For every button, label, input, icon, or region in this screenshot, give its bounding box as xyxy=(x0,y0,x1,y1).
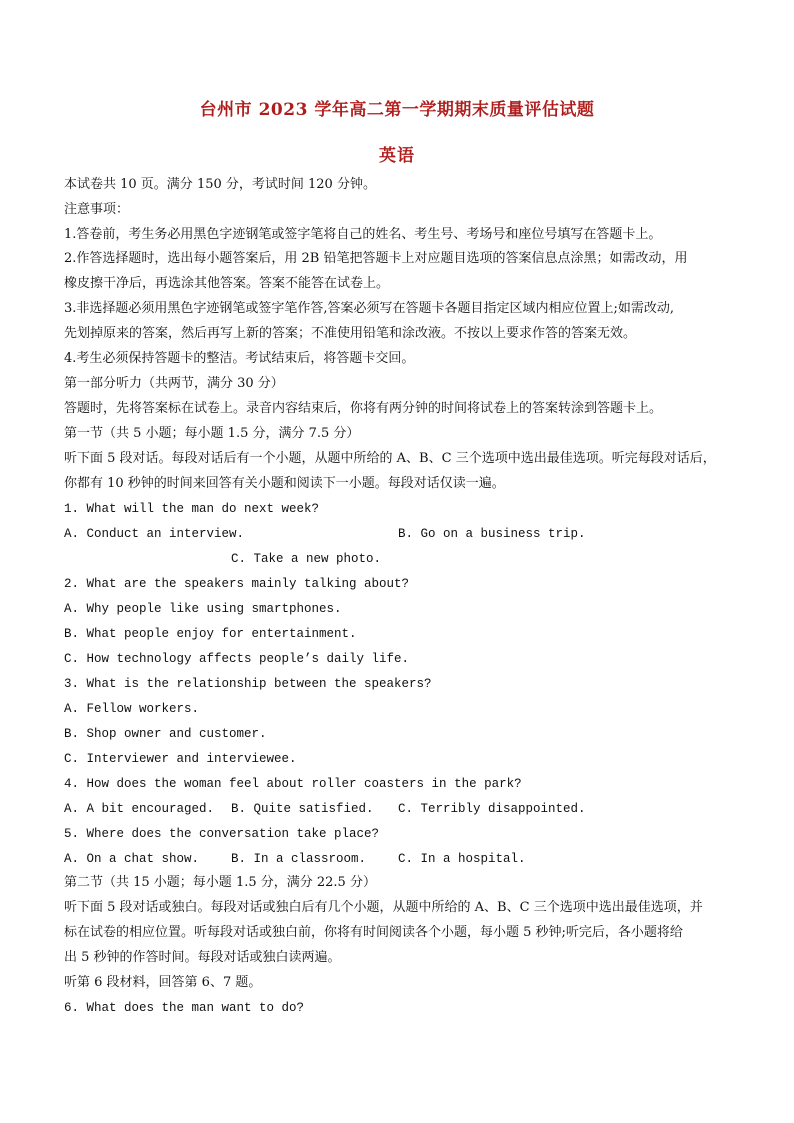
notice-item-2-line-2: 橡皮擦干净后，再选涂其他答案。答案不能答在试卷上。 xyxy=(64,276,390,291)
question-4-option-b: B. Quite satisfied. xyxy=(231,802,374,816)
question-2-option-a: A. Why people like using smartphones. xyxy=(64,602,342,616)
question-5-stem: 5. Where does the conversation take place? xyxy=(64,827,380,841)
question-1-stem: 1. What will the man do next week? xyxy=(64,502,320,516)
part1-heading: 第一部分听力（共两节，满分 30 分） xyxy=(64,376,284,391)
question-3-option-c: C. Interviewer and interviewee. xyxy=(64,752,297,766)
part1-instruction: 答题时，先将答案标在试卷上。录音内容结束后，你将有两分钟的时间将试卷上的答案转涂到答题卡上。 xyxy=(64,401,663,416)
section2-heading: 第二节（共 15 小题；每小题 1.5 分，满分 22.5 分） xyxy=(64,875,376,890)
notice-item-3-line-2: 先划掉原来的答案，然后再写上新的答案；不准使用铅笔和涂改液。不按以上要求作答的答案无效。 xyxy=(64,326,637,341)
section1-instruction-line-2: 你都有 10 秒钟的时间来回答有关小题和阅读下一小题。每段对话仅读一遍。 xyxy=(64,476,505,491)
question-1-option-b: B. Go on a business trip. xyxy=(398,527,586,541)
material-6-heading: 听第 6 段材料，回答第 6、7 题。 xyxy=(64,975,262,990)
question-2-stem: 2. What are the speakers mainly talking about? xyxy=(64,577,410,591)
question-3-option-a: A. Fellow workers. xyxy=(64,702,200,716)
question-4-stem: 4. How does the woman feel about roller coasters in the park? xyxy=(64,777,522,791)
question-2-option-b: B. What people enjoy for entertainment. xyxy=(64,627,357,641)
question-2-option-c: C. How technology affects people’s daily life. xyxy=(64,652,410,666)
notice-item-3-line-1: 3.非选择题必须用黑色字迹钢笔或签字笔作答,答案必须写在答题卡各题目指定区域内相应位置上;如需改动, xyxy=(64,301,675,316)
section2-instruction-line-1: 听下面 5 段对话或独白。每段对话或独白后有几个小题，从题中所给的 A、B、C 三个选项中选出最佳选项，并 xyxy=(64,900,703,915)
notice-heading: 注意事项： xyxy=(64,202,130,217)
section1-heading: 第一节（共 5 小题；每小题 1.5 分，满分 7.5 分） xyxy=(64,426,360,441)
subject-title: 英语 xyxy=(379,146,415,166)
exam-intro: 本试卷共 10 页。满分 150 分，考试时间 120 分钟。 xyxy=(64,177,376,192)
question-3-stem: 3. What is the relationship between the speakers? xyxy=(64,677,432,691)
question-5-option-a: A. On a chat show. xyxy=(64,852,200,866)
question-1-option-c: C. Take a new photo. xyxy=(231,552,382,566)
question-5-option-c: C. In a hospital. xyxy=(398,852,526,866)
section2-instruction-line-3: 出 5 秒钟的作答时间。每段对话或独白读两遍。 xyxy=(64,950,341,965)
question-3-option-b: B. Shop owner and customer. xyxy=(64,727,267,741)
section1-instruction-line-1: 听下面 5 段对话。每段对话后有一个小题，从题中所给的 A、B、C 三个选项中选出最佳选项。听完每段对话后， xyxy=(64,451,716,466)
question-4-option-a: A. A bit encouraged. xyxy=(64,802,215,816)
section2-instruction-line-2: 标在试卷的相应位置。听每段对话或独白前，你将有时间阅读各个小题，每小题 5 秒钟;听完后，各小题将给 xyxy=(64,925,683,940)
question-1-option-a: A. Conduct an interview. xyxy=(64,527,245,541)
question-6-stem: 6. What does the man want to do? xyxy=(64,1001,305,1015)
notice-item-2-line-1: 2.作答选择题时，选出每小题答案后，用 2B 铅笔把答题卡上对应题目选项的答案信息点涂黑；如需改动，用 xyxy=(64,251,688,266)
question-4-option-c: C. Terribly disappointed. xyxy=(398,802,586,816)
question-5-option-b: B. In a classroom. xyxy=(231,852,367,866)
exam-title: 台州市 2023 学年高二第一学期期末质量评估试题 xyxy=(199,100,595,120)
notice-item-1: 1.答卷前，考生务必用黑色字迹钢笔或签字笔将自己的姓名、考生号、考场号和座位号填写在答题卡上。 xyxy=(64,227,662,242)
notice-item-4: 4.考生必须保持答题卡的整洁。考试结束后，将答题卡交回。 xyxy=(64,351,415,366)
